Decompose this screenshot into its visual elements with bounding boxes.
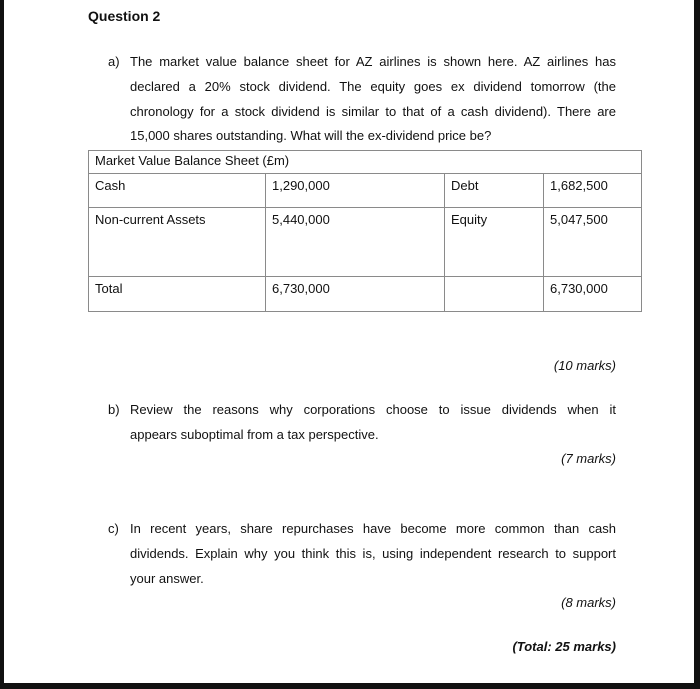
balance-sheet-caption: Market Value Balance Sheet (£m)	[89, 151, 642, 174]
part-c-marks: (8 marks)	[561, 595, 616, 610]
part-c-label: c)	[108, 521, 119, 536]
table-cell: Equity	[445, 208, 544, 277]
table-cell: 5,440,000	[266, 208, 445, 277]
table-cell: 5,047,500	[544, 208, 642, 277]
part-c-line-2: dividends. Explain why you think this is, using independent research to support	[130, 546, 616, 561]
table-cell: 6,730,000	[266, 277, 445, 312]
part-a-line-4: 15,000 shares outstanding. What will the ex-dividend price be?	[130, 128, 492, 143]
part-a-label: a)	[108, 54, 120, 69]
scan-border-right	[694, 0, 700, 689]
table-row	[89, 277, 642, 312]
table-cell: 6,730,000	[544, 277, 642, 312]
scan-border-left	[0, 0, 4, 689]
question-title: Question 2	[88, 8, 161, 24]
part-b-marks: (7 marks)	[561, 451, 616, 466]
part-b-label: b)	[108, 402, 120, 417]
part-c-line-1: In recent years, share repurchases have become more common than cash	[130, 521, 616, 536]
part-b-line-1: Review the reasons why corporations choose to issue dividends when it	[130, 402, 616, 417]
table-row	[89, 174, 642, 208]
table-cell: Non-current Assets	[89, 208, 266, 277]
part-b-line-2: appears suboptimal from a tax perspective.	[130, 427, 379, 442]
part-a-line-1: The market value balance sheet for AZ airlines is shown here. AZ airlines has	[130, 54, 616, 69]
table-cell: Debt	[445, 174, 544, 208]
total-marks: (Total: 25 marks)	[512, 639, 616, 654]
part-a-line-3: chronology for a stock dividend is similar to that of a cash dividend). There are	[130, 104, 616, 119]
table-cell: Cash	[89, 174, 266, 208]
table-cell: Total	[89, 277, 266, 312]
part-a-line-2: declared a 20% stock dividend. The equity goes ex dividend tomorrow (the	[130, 79, 616, 94]
table-row	[89, 208, 642, 277]
part-c-line-3: your answer.	[130, 571, 204, 586]
scan-border-bottom	[0, 683, 700, 689]
table-cell	[445, 277, 544, 312]
table-cell: 1,290,000	[266, 174, 445, 208]
balance-sheet-table	[88, 150, 642, 312]
table-cell: 1,682,500	[544, 174, 642, 208]
part-a-marks: (10 marks)	[553, 358, 616, 373]
